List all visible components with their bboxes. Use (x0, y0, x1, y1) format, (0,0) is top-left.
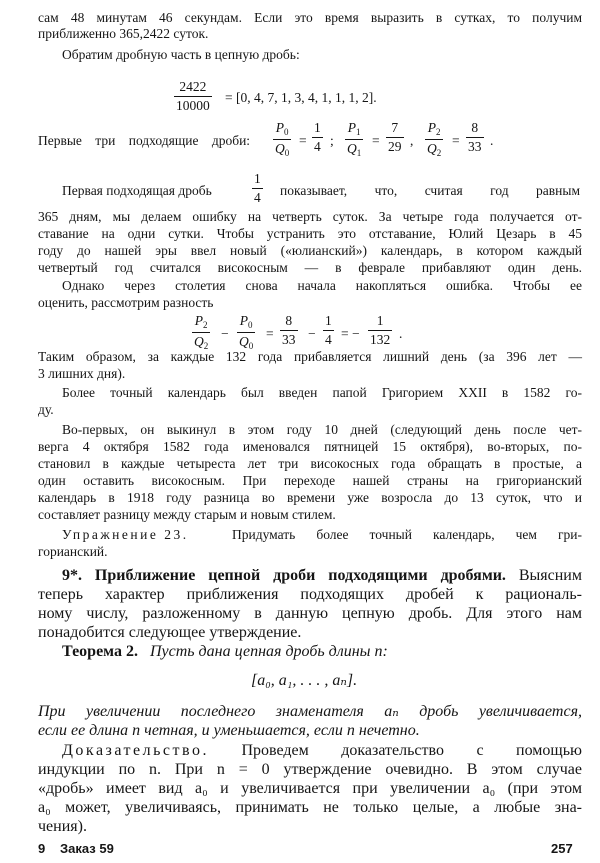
text-line: ставание на одни сутки. Чтобы устранить это отставание, Юлий Цезарь в 45 (38, 226, 582, 241)
text-line: понадобится следующее утверждение. (38, 624, 302, 641)
exercise-text: Придумать более точный календарь, чем гри- (232, 527, 582, 542)
fraction-8-33: $\frac{8}{33}$ (468, 120, 482, 154)
text-line: верга 4 октября 1582 года именовался пятницей 15 октября), во-вторых, по- (38, 439, 582, 454)
fraction-p2-q2: $\frac{P_2}{Q_2}$ (427, 120, 442, 158)
proof-heading: Доказательство. Проведем доказательство с помощью (62, 742, 582, 759)
fraction-p1-q1: $\frac{P_1}{Q_1}$ (347, 120, 362, 158)
fraction-1-4: $\frac{1}{4}$ (314, 120, 321, 154)
theorem-label: Теорема 2. Пусть дана цепная дробь длины n: (62, 643, 388, 660)
section-heading: 9*. Приближение цепной дроби подходящими дробями. Выясним (62, 567, 582, 584)
signature-mark: 9 (38, 841, 46, 856)
text-line: Во-первых, он выкинул в этом году 10 дней (следующий день после чет- (62, 422, 582, 437)
text-line: a₀ может, увеличиваясь, принимать не только целые, а любые зна- (38, 799, 582, 816)
text-line: составляет разницу между старым и новым стилем. (38, 507, 336, 522)
text-line: календарь в 1918 году разница во времени уже возросла до 13 суток, что и (38, 490, 582, 505)
page-number: 257 (551, 841, 573, 856)
order-number: Заказ 59 (60, 841, 114, 856)
exercise-text: горианский. (38, 544, 108, 559)
text-line: чения). (38, 818, 87, 835)
text-line: 365 дням, мы делаем ошибку на четверть суток. За четыре года получается от- (38, 209, 582, 224)
text-line: приближенно 365,2422 суток. (38, 26, 209, 41)
fraction-2422-10000: $\frac{2422}{10000}$ (176, 79, 210, 113)
text-line: оценить, рассмотрим разность (38, 295, 214, 310)
fraction-p0-q0: $\frac{P_0}{Q_0}$ (275, 120, 290, 158)
text-line: 3 лишних дня). (38, 366, 126, 381)
theorem-text: если ее длина n четная, и уменьшается, если n нечетно. (38, 722, 420, 739)
text-line: один оставить високосным. При переходе нашей страны на григорианский (38, 473, 582, 488)
fraction-p0-q0-diff: $\frac{P_0}{Q_0}$ (239, 313, 254, 351)
fraction-1-4-inline: $\frac{1}{4}$ (254, 171, 261, 205)
text-line: ду. (38, 402, 54, 417)
text-line: показывает, что, считая год равным (280, 183, 580, 198)
text-line: Однако через столетия снова начала накопляться ошибка. Чтобы ее (62, 278, 582, 293)
text-line: году до нашей эры ввел новый («юлианский») календарь, в котором каждый (38, 243, 582, 258)
text-line: сам 48 минутам 46 секундам. Если это время выразить в сутках, то получим (38, 10, 582, 25)
convergents-label: Первые три подходящие дроби: (38, 133, 251, 148)
fraction-1-132: $\frac{1}{132}$ (370, 313, 391, 347)
book-page: сам 48 минутам 46 секундам. Если это время выразить в сутках, то получим приближенно 365,2422 суток. Обратим дробную часть в цепную дробь: $\frac{2422}{10000}$ = [0, 4, 7, 1, 3, 4, 1, 1, 1, 2]. Первые три подходящие дроби: $\frac{P_0}{Q_0}$ = $\frac{1}{4}$ ; $\frac{P_1}{Q_1}$ = $\frac{7}{29}$ , $\frac{P_2}{Q_2}$ = $\frac{8}{33}$ . Первая подходящая дробь $\frac{1}{4}$ показывает, что, считая год равным 365 дням, мы делаем ошибку на четверть суток. За четыре года получается от- ставание на одни сутки. Чтобы устранить это отставание, Юлий Цезарь в 45 году до нашей эры ввел новый («юлианский») календарь, в котором каждый четвертый год считался високосным — в феврале прибавляют один день. Однако через столетия снова начала накопляться ошибка. Чтобы ее оценить, рассмотрим разность $\frac{P_2}{Q_2}$ − $\frac{P_0}{Q_0}$ = $\frac{8}{33}$ − $\frac{1}{4}$ = − $\frac{1}{132}$ . Таким образом, за каждые 132 года прибавляется лишний день (за 396 лет — 3 лишних дня). Более точный календарь был введен папой Григорием XXII в 1582 го- ду. Во-первых, он выкинул в этом году 10 дней (следующий день после чет- верга 4 октября 1582 года именовался пятницей 15 октября), во-вторых, по- становил в каждые четыреста лет три високосных года обращать в простые, а один оставить високосным. При переходе нашей страны на григорианский календарь в 1918 году разница во времени уже возросла до 13 суток, что и составляет разницу между старым и новым стилем. Упражнение 23. Придумать более точный календарь, чем гри- горианский. 9*. Приближение цепной дроби подходящими дробями. Выясним теперь характер приближения подходящих дробей к рациональ- ному числу, разложенному в данную цепную дробь. Для этого нам понадобится следующее утверждение. Теорема 2. Пусть дана цепная дробь длины n: [a₀, a₁, . . . , aₙ]. При увеличении последнего знаменателя aₙ дробь увеличивается, если ее длина n четная, и уменьшается, если n нечетно. Доказательство. Проведем доказательство с помощью индукции по n. При n = 0 утверждение очевидно. В этом случае «дробь» имеет вид a₀ и увеличивается при увеличении a₀ (при этом a₀ может, увеличиваясь, принимать не только целые, а любые зна- чения). 9 Заказ 59 257 (38, 10, 582, 856)
text-line: становил в каждые четыреста лет три високосных года обращать в простые, а (38, 456, 582, 471)
fraction-8-33-diff: $\frac{8}{33}$ (282, 313, 296, 347)
text-line: Первая подходящая дробь (62, 183, 212, 198)
fraction-7-29: $\frac{7}{29}$ (388, 120, 402, 154)
text-line: Более точный календарь был введен папой Григорием XXII в 1582 го- (62, 385, 582, 400)
text-line: теперь характер приближения подходящих дробей к рациональ- (38, 586, 582, 603)
fraction-1-4-diff: $\frac{1}{4}$ (325, 313, 332, 347)
text-line: ному числу, разложенному в данную цепную дробь. Для этого нам (38, 605, 582, 622)
text-line: Обратим дробную часть в цепную дробь: (62, 47, 300, 62)
fraction-p2-q2-diff: $\frac{P_2}{Q_2}$ (194, 313, 209, 351)
text-line: четвертый год считался високосным — в феврале прибавляют один день. (38, 260, 582, 275)
text-line: Таким образом, за каждые 132 года прибавляется лишний день (за 396 лет — (38, 349, 582, 364)
theorem-formula: [a₀, a₁, . . . , aₙ]. (251, 672, 358, 689)
continued-fraction-expansion: = [0, 4, 7, 1, 3, 4, 1, 1, 1, 2]. (225, 90, 377, 105)
exercise-label: Упражнение 23. (62, 527, 189, 542)
theorem-text: При увеличении последнего знаменателя aₙ дробь увеличивается, (38, 703, 582, 720)
text-line: «дробь» имеет вид a₀ и увеличивается при увеличении a₀ (при этом (38, 780, 582, 797)
text-line: индукции по n. При n = 0 утверждение очевидно. В этом случае (38, 761, 582, 778)
